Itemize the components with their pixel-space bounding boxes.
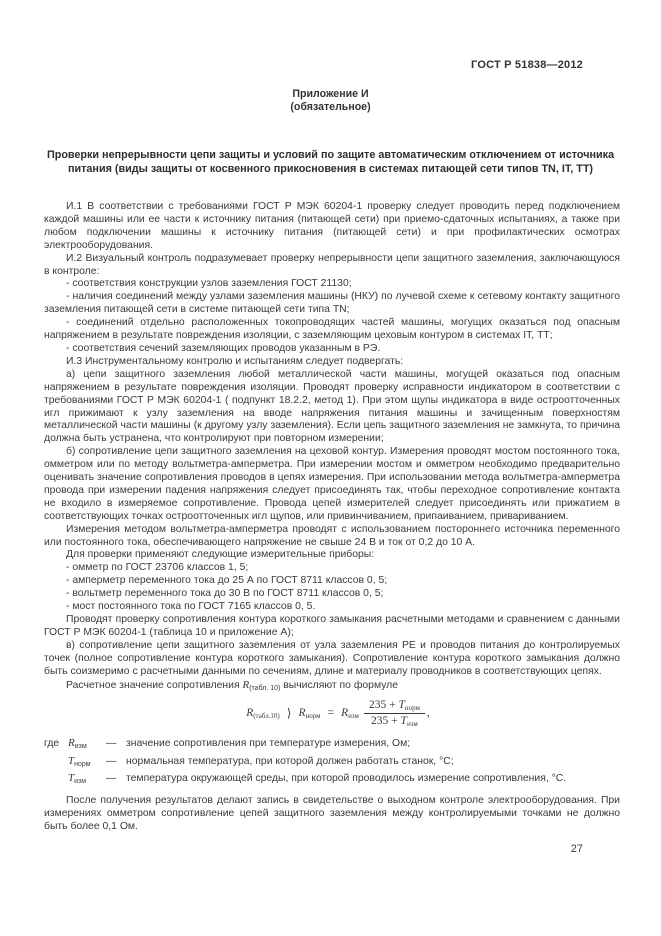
definition-term: $T_{изм}$ — [68, 772, 87, 786]
fraction-denominator: $235 + T_{изм}$ — [371, 715, 418, 729]
document-code: ГОСТ Р 51838—2012 — [471, 59, 583, 71]
appendix-heading — [0, 88, 661, 114]
list-item: - соответствия конструкции узлов заземления ГОСТ 21130; — [66, 278, 352, 290]
definition-dash: — — [106, 773, 117, 785]
list-item: - омметр по ГОСТ 23706 классов 1, 5; — [66, 562, 249, 574]
definition-dash: — — [106, 755, 117, 767]
formula-r-norm: $R_{норм}$ — [298, 707, 321, 721]
paragraph: Проводят проверку сопротивления контура короткого замыкания расчетными методами и сравнением с данными ГОСТ Р МЭК 60204-1 (таблица 10 и приложение А); — [44, 614, 620, 638]
appendix-kind: (обязательное) — [290, 101, 371, 113]
closing-paragraph: После получения результатов делают запись в свидетельстве о выходном контроле электрооборудования. При измерениях омметром сопротивление цепей защитного заземления между контролируемыми точками не должно быть более 0,1 Ом. — [44, 794, 620, 832]
definition-text: температура окружающей среды, при которой проводилось измерение сопротивления, °С. — [126, 773, 567, 785]
appendix-label: Приложение И — [292, 88, 369, 100]
formula-r-izm: $R_{изм}$ — [341, 707, 359, 721]
section-title: Проверки непрерывности цепи защиты и условий по защите автоматическим отключением от источника питания (виды защиты от косвенного прикосновения в системах питающей сети типов TN, IT, ТТ) — [46, 149, 615, 175]
paragraph-i3: И.3 Инструментальному контролю и испытаниям следует подвергать: — [66, 355, 404, 367]
paragraph-i2: И.2 Визуальный контроль подразумевает проверку непрерывности цепи защитного заземления, заключающуюся в контроле: — [44, 252, 620, 277]
paragraph-item-a: а) цепи защитного заземления любой металлической части машины, могущей оказаться под опасным напряжением в результате повреждения изоляции. Проводят проверку исправности индикатором в соответствии с требованиями ГОСТ Р МЭК 60204-1 ( подпункт 18.2.2, метод 1). При этом щупы индикатора в виде остроотточенных игл прижимают к узлу заземления на вводе напряжения питания машины и зачищенным поверхностям металлической части машины (к другому узлу заземления). Если цепь защитного заземления не замкнута, то причина должна быть устранена, что контролируют при повторном измерении; — [44, 368, 620, 445]
definition-dash: — — [106, 738, 117, 750]
list-item: - амперметр переменного тока до 25 А по ГОСТ 8711 классов 0, 5; — [66, 575, 388, 587]
definition-row — [44, 737, 620, 751]
paragraph-item-v: в) сопротивление цепи защитного заземления от узла заземления PE и проводов питания до контролируемых точек (полное сопротивление контура короткого замыкания). Сопротивление контура короткого замыкания должно быть соизмеримо с расчетными данными по сечениям, длине и материалу проводников в соответствующих цепях. — [44, 639, 620, 677]
list-item: - соединений отдельно расположенных токопроводящих частей машины, могущих оказаться под опасным напряжением в результате повреждения изоляции, с заземляющим цеховым контуром в системах IT, ТТ; — [44, 317, 620, 342]
formula-fraction — [364, 699, 425, 728]
list-item: - вольтметр переменного тока до 30 В по ГОСТ 8711 классов 0, 5; — [66, 588, 384, 600]
definition-term: $T_{норм}$ — [68, 754, 91, 768]
definition-text: нормальная температура, при которой должен работать станок, °С; — [126, 755, 454, 767]
paragraph: Для проверки применяют следующие измерительные приборы: — [66, 549, 375, 561]
list-item: - соответствия сечений заземляющих проводов указанным в РЭ. — [66, 342, 381, 354]
definitions-list — [44, 737, 620, 786]
paragraph-item-b: б) сопротивление цепи защитного заземления на цеховой контур. Измерения проводят мостом постоянного тока, омметром или по методу вольтметра-амперметра. При измерении мостом и омметром необходимо предварительно оценивать значение сопротивления проводов в цепях измерения. При использовании метода вольтметра-амперметра провода при измерении падения напряжения следует присоединять так, чтобы переходное сопротивление контакта не входило в измеряемое сопротивление. Провода цепей измерителей следует присоединять или прижатием в соответствующих точках остроотточенных игл щупов, или привинчиванием, припаиванием, привариванием. — [44, 446, 620, 522]
document-body — [44, 201, 620, 834]
definition-term: $R_{изм}$ — [68, 737, 87, 751]
list-item: - мост постоянного тока по ГОСТ 7165 классов 0, 5. — [66, 601, 316, 613]
definition-row — [44, 755, 620, 769]
formula-intro-tail: вычисляют по формуле — [280, 679, 399, 691]
formula-intro — [44, 679, 620, 693]
formula — [56, 699, 620, 728]
formula-r-table: $R_{(табл.10)}$ — [246, 707, 280, 721]
formula-equals: = — [327, 707, 335, 720]
definition-lead: где — [44, 738, 60, 750]
definition-row — [44, 772, 620, 786]
variable-r-table: R — [242, 678, 250, 691]
variable-r-table-subscript: (табл. 10) — [249, 684, 281, 692]
paragraph-i1: И.1 В соответствии с требованиями ГОСТ Р МЭК 60204-1 проверку следует проводить перед подключением каждой машины или ее части к источнику питания (питающей сети) при приемо-сдаточных испытаниях, а также при любом подключении машины к источнику питания (питающей сети) и при профилактических осмотрах электрооборудования. — [44, 201, 620, 251]
definition-text: значение сопротивления при температуре измерения, Ом; — [126, 738, 411, 750]
formula-comma: , — [426, 707, 430, 720]
list-item: - наличия соединений между узлами заземления машины (НКУ) по лучевой схеме к сетевому контакту защитного заземления питающей сети в системе питающей сети типа TN; — [44, 291, 620, 316]
formula-relation: ⟩ — [286, 706, 292, 721]
formula-intro-text: Расчетное значение сопротивления — [66, 679, 243, 691]
page-number: 27 — [570, 843, 583, 855]
paragraph: Измерения методом вольтметра-амперметра проводят с использованием постороннего источника переменного или постоянного тока, обеспечивающего напряжение не свыше 24 В и ток от 0,2 до 10 А. — [44, 523, 620, 548]
fraction-numerator: $235 + T_{норм}$ — [364, 699, 425, 714]
